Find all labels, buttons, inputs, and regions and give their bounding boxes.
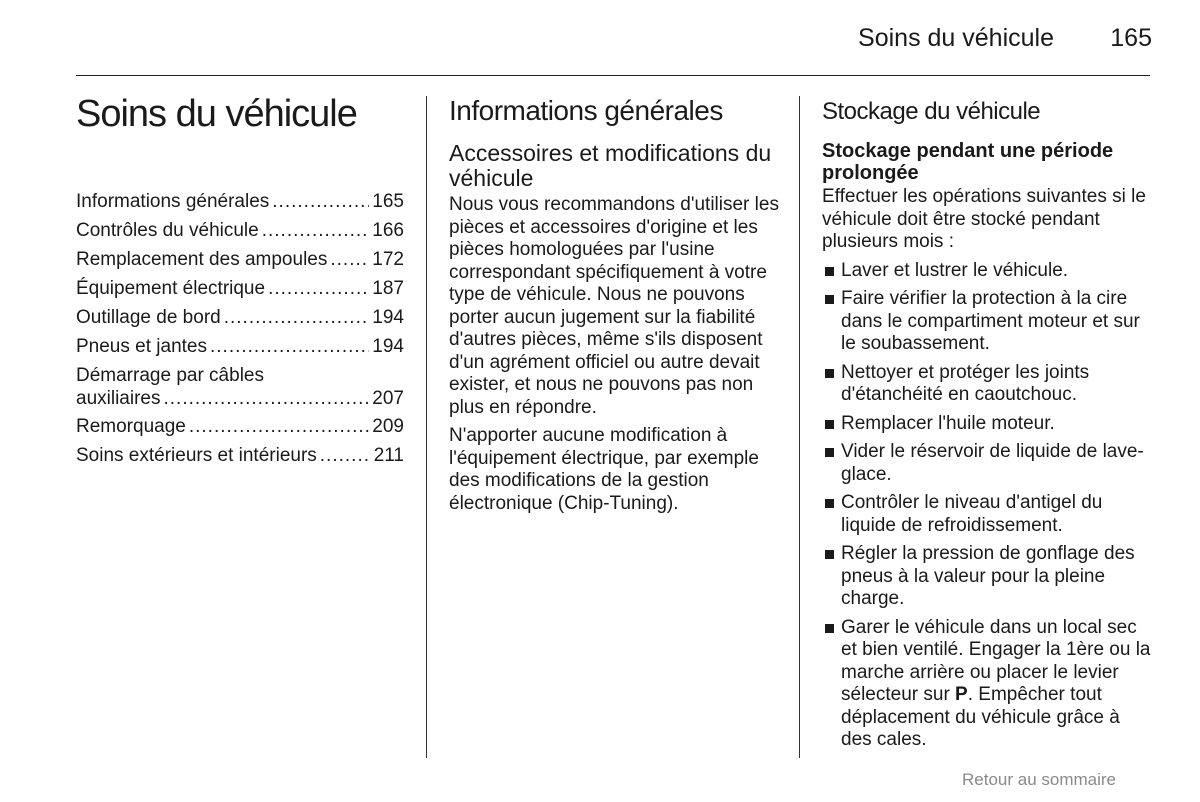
bullet-list [822, 260, 1154, 752]
intro-paragraph: Effectuer les opérations suivantes si le véhicule doit être stocké pendant plusieurs mois : [822, 186, 1146, 252]
subsection-title: Stockage pendant une période prolongée [822, 140, 1114, 184]
toc-entry[interactable]: Informations générales ..... 165 [76, 190, 404, 219]
page-number: 165 [1110, 24, 1152, 52]
section-title: Informations générales [449, 95, 723, 126]
toc-entry[interactable]: Démarrage par câbles auxiliaires ..... 207 [76, 364, 404, 415]
bullet-item: Faire vérifier la protection à la cire dans le compartiment moteur et sur le soubassement. [822, 288, 1154, 356]
column-divider [799, 96, 800, 758]
bullet-item: Contrôler le niveau d'antigel du liquide de refroidissement. [822, 492, 1154, 537]
back-to-contents-link[interactable]: Retour au sommaire [962, 770, 1117, 789]
section-title: Stockage du véhicule [822, 98, 1041, 125]
running-header-title: Soins du véhicule [858, 24, 1054, 52]
toc-entry[interactable]: Remorquage ..... 209 [76, 415, 404, 444]
bullet-item: Nettoyer et protéger les joints d'étanchéité en caoutchouc. [822, 362, 1154, 407]
bullet-item: Garer le véhicule dans un local sec et bien ventilé. Engager la 1ère ou la marche arrière ou placer le levier sélecteur sur P. Empêcher tout déplacement du véhicule grâce à des cales. [822, 617, 1154, 752]
toc-entry[interactable]: Contrôles du véhicule ..... 166 [76, 219, 404, 248]
bullet-item: Vider le réservoir de liquide de lave-glace. [822, 441, 1154, 486]
column-general-info [449, 95, 781, 515]
column-storage [822, 96, 1154, 758]
toc-entry[interactable]: Pneus et jantes ..... 194 [76, 335, 404, 364]
bullet-item: Régler la pression de gonflage des pneus à la valeur pour la pleine charge. [822, 543, 1154, 611]
gear-position-p: P [955, 684, 968, 705]
toc-entry[interactable]: Soins extérieurs et intérieurs ..... 211 [76, 444, 404, 473]
subsection-title: Accessoires et modifications du véhicule [449, 140, 772, 191]
body-paragraph: N'apporter aucune modification à l'équipement électrique, par exemple des modifications de la gestion électronique (Chip-Tuning). [449, 425, 759, 514]
bullet-item: Laver et lustrer le véhicule. [822, 260, 1154, 283]
toc-entry[interactable]: Équipement électrique ..... 187 [76, 277, 404, 306]
table-of-contents [76, 190, 404, 473]
body-paragraph: Nous vous recommandons d'utiliser les pièces et accessoires d'origine et les pièces homologuées par l'usine correspondant spécifiquement à votre type de véhicule. Nous ne pouvons porter aucun jugement sur la fiabilité d'autres pièces, même s'ils disposent d'un agrément officiel ou autre devait exister, et nous ne pouvons pas non plus en répondre. [449, 194, 779, 418]
toc-entry[interactable]: Remplacement des ampoules ..... 172 [76, 248, 404, 277]
toc-entry[interactable]: Outillage de bord ..... 194 [76, 306, 404, 335]
column-divider [426, 96, 427, 758]
bullet-item: Remplacer l'huile moteur. [822, 413, 1154, 436]
chapter-title: Soins du véhicule [76, 93, 357, 135]
header-divider [76, 75, 1150, 76]
